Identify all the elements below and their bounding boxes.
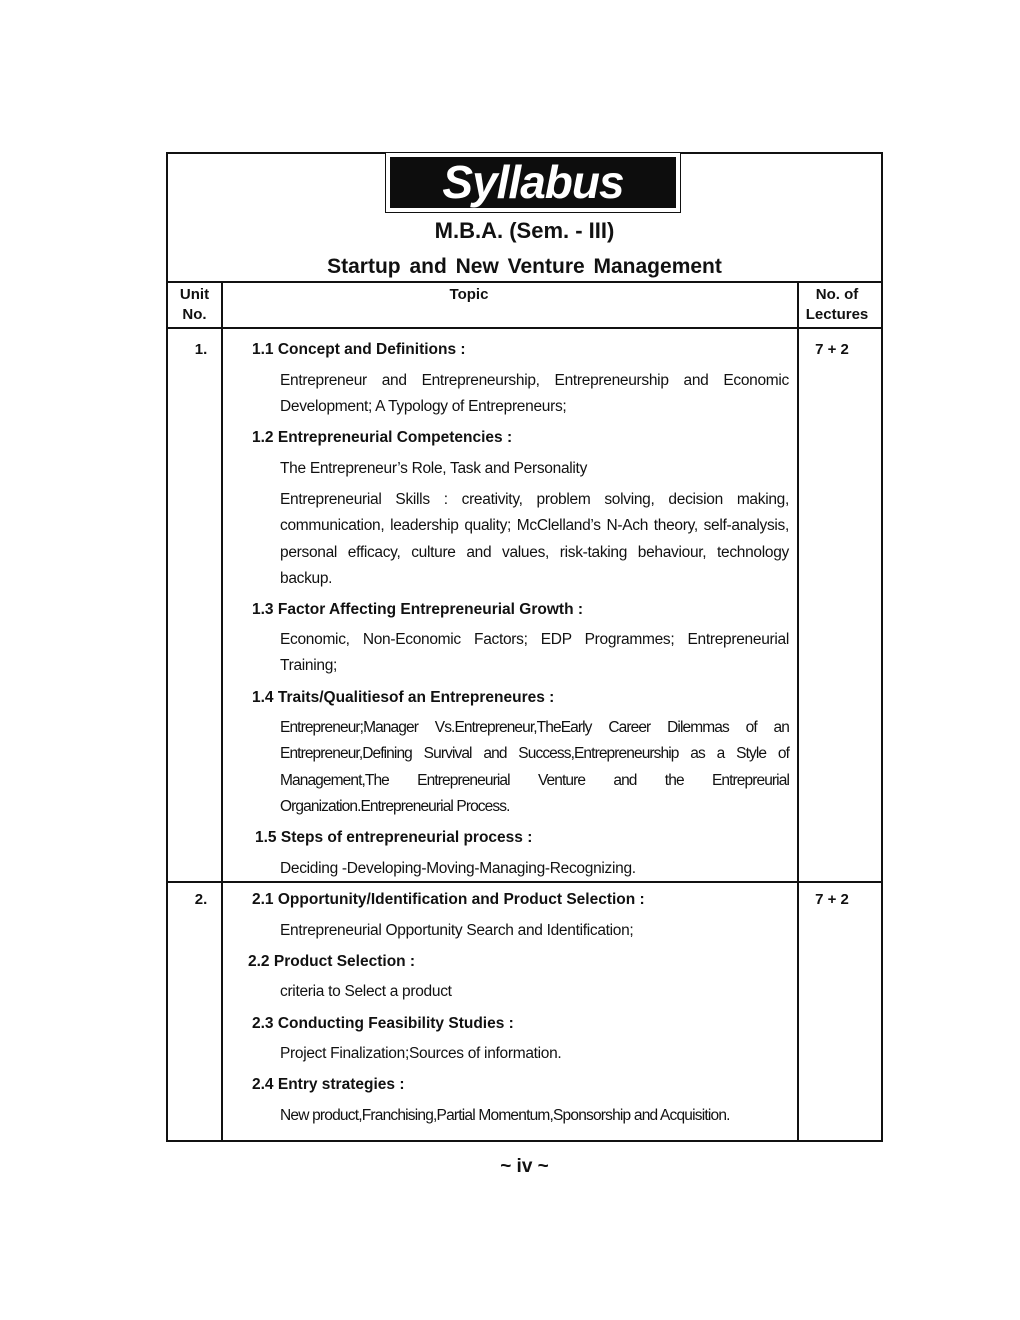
syllabus-logo [385, 152, 681, 213]
section-text: Project Finalization;Sources of information. [280, 1045, 562, 1062]
section-text: criteria to Select a product [280, 983, 452, 1000]
page-number: ~ iv ~ [500, 1156, 549, 1177]
unit-column-divider [221, 281, 223, 1142]
section-heading: 2.2 Product Selection : [248, 953, 416, 970]
section-text: Deciding -Developing-Moving-Managing-Recognizing. [280, 860, 636, 877]
table-top-rule [166, 281, 883, 283]
course-title: M.B.A. (Sem. - III) [434, 218, 615, 243]
section-text: Entrepreneur;Manager Vs.Entrepreneur,TheEarly Career Dilemmas of an Entrepreneur,Defining Survival and Success,Entrepreneurship as a Style of Management,The Entrepreneurial Venture and the Entrepreurial Organization.Entrepreneurial Process. [280, 719, 789, 816]
section-heading: 2.3 Conducting Feasibility Studies : [252, 1015, 514, 1032]
unit-number: 2. [194, 891, 208, 908]
unit-number: 1. [194, 341, 208, 358]
header-unit: Unit No. [179, 286, 210, 323]
section-heading: 1.2 Entrepreneurial Competencies : [252, 429, 513, 446]
subject-title: Startup and New Venture Management [327, 255, 722, 278]
lectures-column-divider [797, 281, 799, 1142]
section-text: Economic, Non-Economic Factors; EDP Programmes; Entrepreneurial Training; [280, 631, 789, 675]
section-text: Entrepreneur and Entrepreneurship, Entrepreneurship and Economic Development; A Typology of Entrepreneurs; [280, 372, 789, 416]
section-heading: 2.4 Entry strategies : [252, 1076, 405, 1093]
unit-lectures: 7 + 2 [815, 341, 849, 358]
syllabus-logo-text: Syllabus [390, 157, 676, 208]
section-heading: 1.1 Concept and Definitions : [252, 341, 466, 358]
section-text: New product,Franchising,Partial Momentum,Sponsorship and Acquisition. [280, 1107, 730, 1124]
section-text: The Entrepreneur’s Role, Task and Personality [280, 460, 588, 477]
unit-lectures: 7 + 2 [815, 891, 849, 908]
section-heading: 2.1 Opportunity/Identification and Product Selection : [252, 891, 645, 908]
header-bottom-rule [166, 327, 883, 329]
header-lectures: No. of Lectures [805, 286, 869, 323]
header-topic: Topic [449, 286, 489, 303]
section-text: Entrepreneurial Skills : creativity, problem solving, decision making, communication, leadership quality; McClelland’s N-Ach theory, self-analysis, personal efficacy, culture and values, risk-taking behaviour, technology backup. [280, 491, 789, 588]
section-heading: 1.3 Factor Affecting Entrepreneurial Growth : [252, 601, 584, 618]
section-text: Entrepreneurial Opportunity Search and Identification; [280, 922, 634, 939]
section-heading: 1.4 Traits/Qualitiesof an Entrepreneures : [252, 689, 555, 706]
section-heading: 1.5 Steps of entrepreneurial process : [255, 829, 533, 846]
